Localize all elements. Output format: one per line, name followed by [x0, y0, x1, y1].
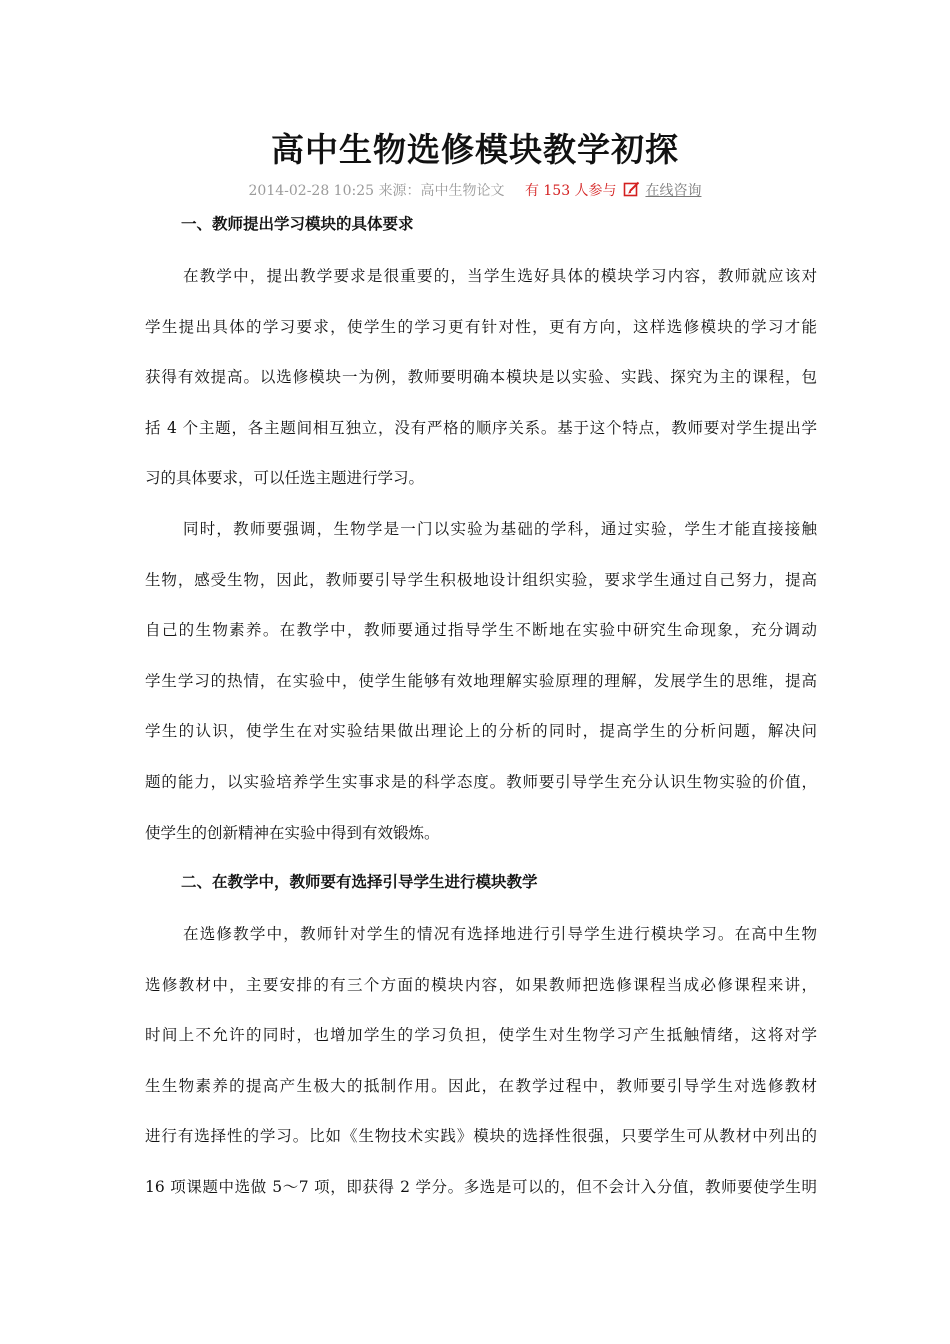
paragraph	[145, 517, 817, 871]
paragraph-line: 生物，感受生物，因此，教师要引导学生积极地设计组织实验，要求学生通过自己努力，提高	[145, 570, 817, 589]
section-heading: 一、教师提出学习模块的具体要求	[181, 214, 414, 233]
paragraph-line: 同时，教师要强调，生物学是一门以实验为基础的学科，通过实验，学生才能直接接触	[183, 520, 817, 538]
paragraph-line: 使学生的创新精神在实验中得到有效锻炼。	[145, 823, 440, 842]
paragraph-line: 获得有效提高。以选修模块一为例，教师要明确本模块是以实验、实践、探究为主的课程，包	[145, 368, 817, 387]
online-consult-link[interactable]: 在线咨询	[645, 183, 702, 199]
paragraph-line: 括 4 个主题，各主题间相互独立，没有严格的顺序关系。基于这个特点，教师要对学生提出学	[145, 418, 817, 437]
paragraph-line: 学生学习的热情，在实验中，使学生能够有效地理解实验原理的理解，发展学生的思维，提高	[145, 671, 817, 690]
paragraph-line: 选修教材中，主要安排的有三个方面的模块内容，如果教师把选修课程当成必修课程来讲，	[145, 975, 817, 994]
paragraph-line: 学生的认识，使学生在对实验结果做出理论上的分析的同时，提高学生的分析问题，解决问	[145, 722, 817, 741]
paragraph-line: 生生物素养的提高产生极大的抵制作用。因此，在教学过程中，教师要引导学生对选修教材	[145, 1076, 817, 1095]
paragraph-line: 时间上不允许的同时，也增加学生的学习负担，使学生对生物学习产生抵触情绪，这将对学	[145, 1026, 817, 1045]
paragraph-line: 16 项课题中选做 5～7 项，即获得 2 学分。多选是可以的，但不会计入分值，教师要使学生明	[145, 1177, 817, 1196]
publish-datetime: 2014-02-28 10:25	[248, 183, 375, 199]
section-heading: 二、在教学中，教师要有选择引导学生进行模块教学	[181, 872, 538, 891]
paragraph	[145, 264, 817, 517]
participant-count: 有 153 人参与	[524, 183, 617, 199]
paragraph	[145, 922, 817, 1226]
paragraph-line: 习的具体要求，可以任选主题进行学习。	[145, 469, 425, 488]
paragraph-line: 自己的生物素养。在教学中，教师要通过指导学生不断地在实验中研究生命现象，充分调动	[145, 621, 817, 640]
paragraph-line: 在教学中，提出教学要求是很重要的，当学生选好具体的模块学习内容，教师就应该对	[183, 267, 817, 285]
edit-icon[interactable]	[623, 180, 641, 198]
paragraph-line: 学生提出具体的学习要求，使学生的学习更有针对性，更有方向，这样选修模块的学习才能	[145, 317, 817, 336]
article-meta	[0, 180, 950, 201]
paragraph-line: 在选修教学中，教师针对学生的情况有选择地进行引导学生进行模块学习。在高中生物	[183, 925, 817, 943]
article-title: 高中生物选修模块教学初探	[271, 130, 679, 169]
paragraph-line: 进行有选择性的学习。比如《生物技术实践》模块的选择性很强，只要学生可从教材中列出的	[145, 1127, 817, 1146]
paragraph-line: 题的能力，以实验培养学生实事求是的科学态度。教师要引导学生充分认识生物实验的价值，	[145, 772, 817, 791]
article-source: 来源：高中生物论文	[378, 183, 505, 199]
